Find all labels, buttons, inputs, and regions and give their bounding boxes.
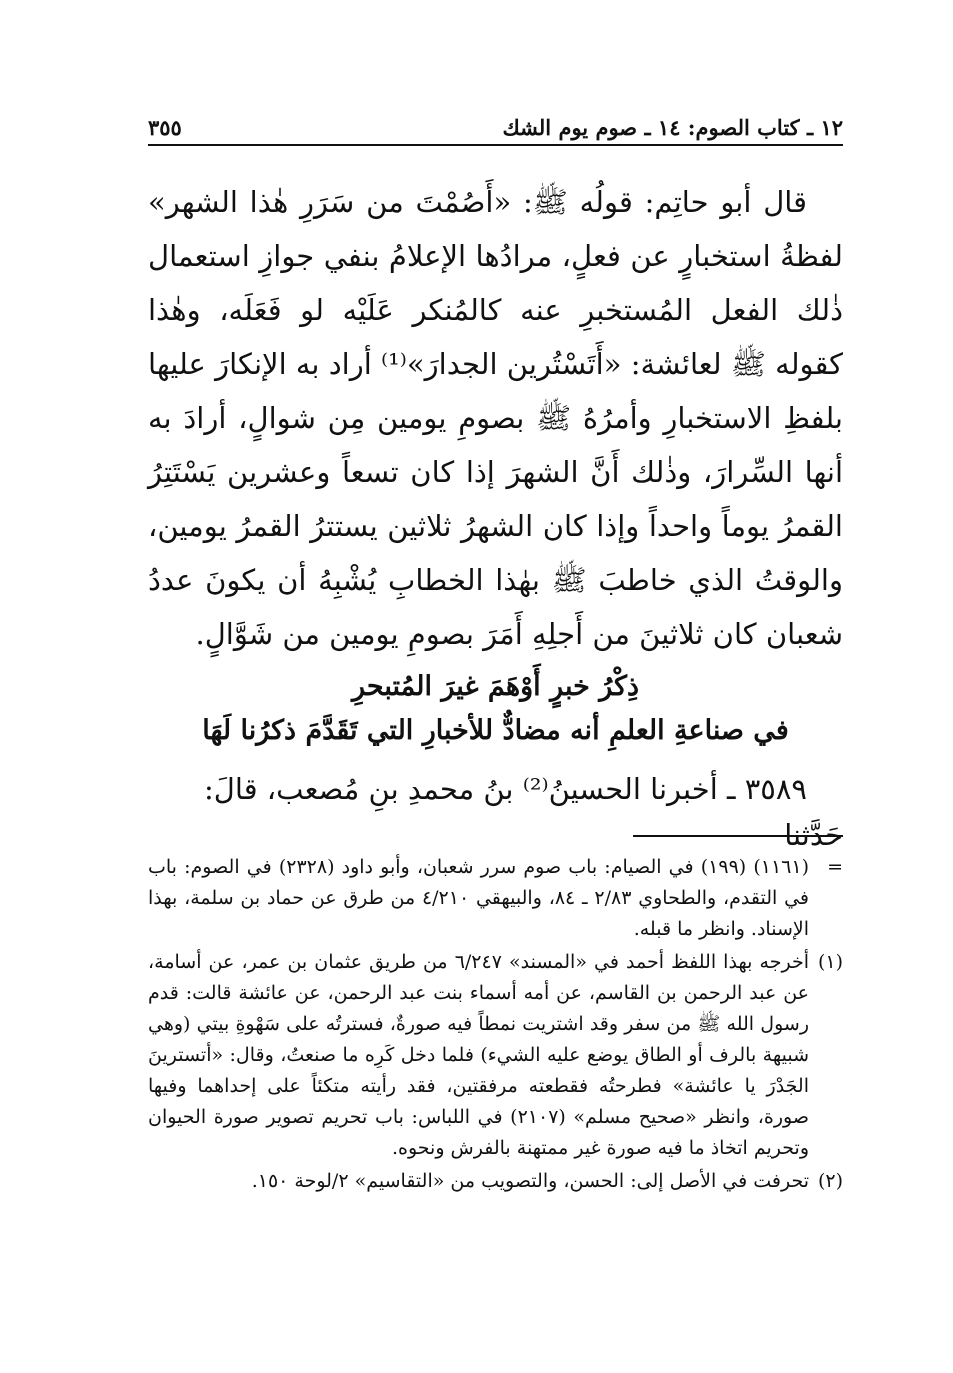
section-heading-line-2: في صناعةِ العلمِ أنه مضادٌّ للأخبارِ التي تَقَدَّمَ ذكرُنا لَهَا	[202, 715, 789, 746]
footnote-text: تحرفت في الأصل إلى: الحسن، والتصويب من «التقاسيم» ٢/لوحة ١٥٠.	[251, 1170, 809, 1192]
page-number: ٣٥٥	[148, 114, 182, 140]
footnote-text: أخرجه بهذا اللفظ أحمد في «المسند» ٦/٢٤٧ من طريق عثمان بن عمر، عن أسامة، عن عبد الرحمن بن القاسم، عن أمه أسماء بنت عبد الرحمن، عن عائشة قالت: قدم رسول الله ﷺ من سفر وقد اشتريت نمطاً فيه صورةٌ، فسترتُه على سَهْوةِ بيتي (وهي شبيهة بالرف أو الطاق يوضع عليه الشيء) فلما دخل كَرِه ما صنعتُ، وقال: «أتسترينَ الجَدْرَ يا عائشة» فطرحتُه فقطعته مرفقتين، فقد رأيته متكئاً على إحداهما وفيها صورة، وانظر «صحيح مسلم» (٢١٠٧) في اللباس: باب تحريم تصوير صورة الحيوان وتحريم اتخاذ ما فيه صورة غير ممتهنة بالفرش ونحوه.	[148, 951, 809, 1159]
footnote-item	[148, 852, 843, 945]
running-header	[148, 112, 843, 142]
chapter-title: ١٢ ـ كتاب الصوم: ١٤ ـ صوم يوم الشك	[502, 114, 843, 140]
hadith-opening: ٣٥٨٩ ـ أخبرنا الحسينُ⁽²⁾ بنُ محمدِ بنِ مُصعب، قالَ: حَدَّثنا	[204, 772, 843, 852]
section-heading-line-1: ذِكْرُ خبرٍ أَوْهَمَ غيرَ المُتبحرِ	[352, 671, 639, 702]
footnote-mark: (٢)	[817, 1170, 843, 1192]
footnote-item	[148, 947, 843, 1164]
footnote-text: (١١٦١) (١٩٩) في الصيام: باب صوم سرر شعبان، وأبو داود (٢٣٢٨) في الصوم: باب في التقدم، والطحاوي ٢/٨٣ ـ ٨٤، والبيهقي ٤/٢١٠ من طرق عن حماد بن سلمة، بهذا الإسناد. وانظر ما قبله.	[148, 856, 809, 940]
footnotes	[148, 852, 843, 1199]
footnote-mark: (١)	[817, 951, 843, 973]
body-paragraph: قال أبو حاتِم: قولُه ﷺ: «أَصُمْتَ من سَرَرِ هٰذا الشهر» لفظةُ استخبارٍ عن فعلٍ، مرادُها الإعلامُ بنفي جوازِ استعمال ذٰلك الفعل المُستخبرِ عنه كالمُنكر عَلَيْه لو فَعَلَه، وهٰذا كقوله ﷺ لعائشة: «أَتَسْتُرين الجدارَ»⁽¹⁾ أراد به الإنكارَ عليها بلفظِ الاستخبارِ وأمرُهُ ﷺ بصومِ يومين مِن شوالٍ، أرادَ به أنها السِّرارَ، وذٰلك أَنَّ الشهرَ إذا كان تسعاً وعشرين يَسْتَتِرُ القمرُ يوماً واحداً وإذا كان الشهرُ ثلاثين يستترُ القمرُ يومين، والوقتُ الذي خاطبَ ﷺ بهٰذا الخطابِ يُشْبِهُ أن يكونَ عددُ شعبان كان ثلاثينَ من أَجلِهِ أَمَرَ بصومِ يومين من شَوَّالٍ.	[148, 185, 843, 651]
header-divider	[148, 144, 843, 146]
section-heading	[148, 665, 843, 753]
footnote-item	[148, 1166, 843, 1197]
main-text	[148, 175, 843, 661]
footnote-divider	[633, 835, 843, 837]
footnote-mark: =	[827, 856, 843, 878]
